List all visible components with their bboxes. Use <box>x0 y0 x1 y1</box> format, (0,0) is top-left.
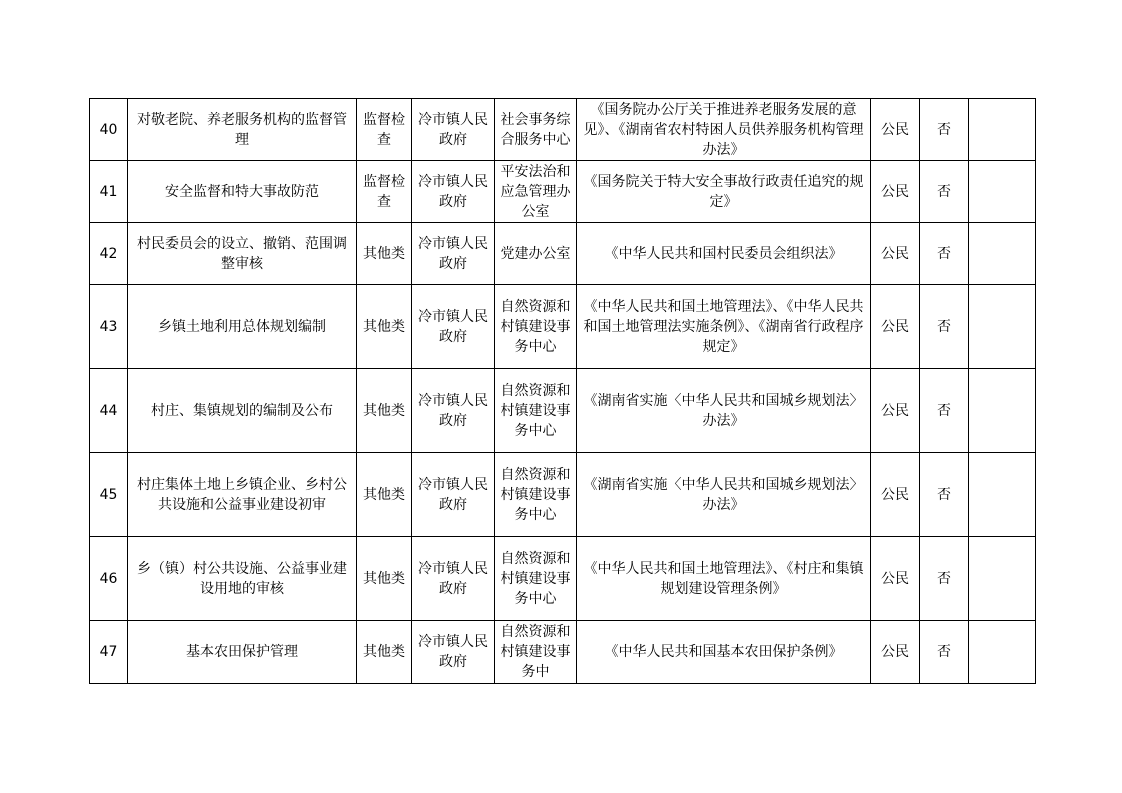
subject-cell: 冷市镇人民政府 <box>412 453 495 537</box>
row-number-cell: 44 <box>90 369 128 453</box>
row-number-cell: 40 <box>90 99 128 161</box>
unit-cell: 平安法治和应急管理办公室 <box>495 161 577 223</box>
subject-cell: 冷市镇人民政府 <box>412 369 495 453</box>
table-row <box>90 621 1036 684</box>
flag-cell: 否 <box>920 537 969 621</box>
item-name-cell: 对敬老院、养老服务机构的监督管理 <box>128 99 357 161</box>
row-number-cell: 43 <box>90 285 128 369</box>
category-cell: 其他类 <box>357 453 412 537</box>
unit-cell: 自然资源和村镇建设事务中心 <box>495 537 577 621</box>
target-cell: 公民 <box>871 99 920 161</box>
target-cell: 公民 <box>871 285 920 369</box>
flag-cell: 否 <box>920 161 969 223</box>
item-name-cell: 村庄、集镇规划的编制及公布 <box>128 369 357 453</box>
item-name-cell: 村庄集体土地上乡镇企业、乡村公共设施和公益事业建设初审 <box>128 453 357 537</box>
unit-cell: 党建办公室 <box>495 223 577 285</box>
category-cell: 其他类 <box>357 285 412 369</box>
row-number-cell: 45 <box>90 453 128 537</box>
category-cell: 其他类 <box>357 223 412 285</box>
flag-cell: 否 <box>920 369 969 453</box>
item-name-cell: 基本农田保护管理 <box>128 621 357 684</box>
subject-cell: 冷市镇人民政府 <box>412 285 495 369</box>
legal-basis-cell: 《中华人民共和国村民委员会组织法》 <box>577 223 871 285</box>
legal-basis-cell: 《中华人民共和国土地管理法》、《中华人民共和国土地管理法实施条例》、《湖南省行政程序规定》 <box>577 285 871 369</box>
flag-cell: 否 <box>920 621 969 684</box>
table-row <box>90 453 1036 537</box>
category-cell: 其他类 <box>357 621 412 684</box>
table-row <box>90 285 1036 369</box>
remark-cell <box>969 223 1036 285</box>
unit-cell: 自然资源和村镇建设事务中 <box>495 621 577 684</box>
unit-cell: 自然资源和村镇建设事务中心 <box>495 369 577 453</box>
legal-basis-cell: 《国务院办公厅关于推进养老服务发展的意见》、《湖南省农村特困人员供养服务机构管理办法》 <box>577 99 871 161</box>
subject-cell: 冷市镇人民政府 <box>412 161 495 223</box>
remark-cell <box>969 99 1036 161</box>
remark-cell <box>969 285 1036 369</box>
unit-cell: 自然资源和村镇建设事务中心 <box>495 285 577 369</box>
subject-cell: 冷市镇人民政府 <box>412 223 495 285</box>
row-number-cell: 46 <box>90 537 128 621</box>
unit-cell: 自然资源和村镇建设事务中心 <box>495 453 577 537</box>
target-cell: 公民 <box>871 453 920 537</box>
unit-cell: 社会事务综合服务中心 <box>495 99 577 161</box>
target-cell: 公民 <box>871 621 920 684</box>
target-cell: 公民 <box>871 161 920 223</box>
remark-cell <box>969 161 1036 223</box>
item-name-cell: 安全监督和特大事故防范 <box>128 161 357 223</box>
flag-cell: 否 <box>920 223 969 285</box>
remark-cell <box>969 621 1036 684</box>
remark-cell <box>969 369 1036 453</box>
table-row <box>90 161 1036 223</box>
flag-cell: 否 <box>920 453 969 537</box>
table-row <box>90 537 1036 621</box>
category-cell: 监督检查 <box>357 99 412 161</box>
subject-cell: 冷市镇人民政府 <box>412 621 495 684</box>
legal-basis-cell: 《湖南省实施〈中华人民共和国城乡规划法〉办法》 <box>577 369 871 453</box>
category-cell: 其他类 <box>357 369 412 453</box>
target-cell: 公民 <box>871 369 920 453</box>
subject-cell: 冷市镇人民政府 <box>412 537 495 621</box>
row-number-cell: 47 <box>90 621 128 684</box>
item-name-cell: 村民委员会的设立、撤销、范围调整审核 <box>128 223 357 285</box>
table-row <box>90 99 1036 161</box>
power-list-table <box>89 98 1036 684</box>
remark-cell <box>969 453 1036 537</box>
table-row <box>90 223 1036 285</box>
target-cell: 公民 <box>871 223 920 285</box>
item-name-cell: 乡（镇）村公共设施、公益事业建设用地的审核 <box>128 537 357 621</box>
target-cell: 公民 <box>871 537 920 621</box>
legal-basis-cell: 《中华人民共和国基本农田保护条例》 <box>577 621 871 684</box>
flag-cell: 否 <box>920 285 969 369</box>
legal-basis-cell: 《国务院关于特大安全事故行政责任追究的规定》 <box>577 161 871 223</box>
subject-cell: 冷市镇人民政府 <box>412 99 495 161</box>
row-number-cell: 41 <box>90 161 128 223</box>
category-cell: 监督检查 <box>357 161 412 223</box>
legal-basis-cell: 《中华人民共和国土地管理法》、《村庄和集镇规划建设管理条例》 <box>577 537 871 621</box>
flag-cell: 否 <box>920 99 969 161</box>
remark-cell <box>969 537 1036 621</box>
table-row <box>90 369 1036 453</box>
legal-basis-cell: 《湖南省实施〈中华人民共和国城乡规划法〉办法》 <box>577 453 871 537</box>
item-name-cell: 乡镇土地利用总体规划编制 <box>128 285 357 369</box>
category-cell: 其他类 <box>357 537 412 621</box>
row-number-cell: 42 <box>90 223 128 285</box>
